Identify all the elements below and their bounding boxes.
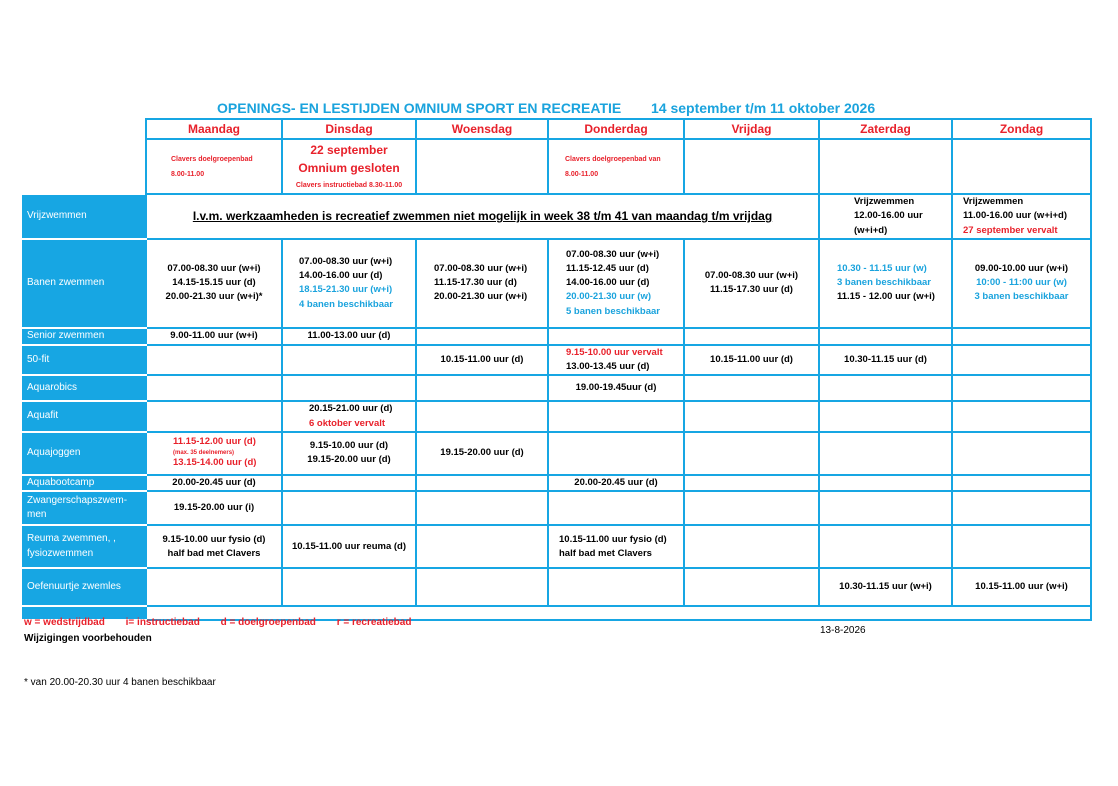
empty-cell xyxy=(819,401,952,432)
day-header-friday: Vrijdag xyxy=(684,119,819,139)
empty-cell xyxy=(282,568,416,606)
disclaimer: Wijzigingen voorbehouden xyxy=(24,633,152,644)
time-slot: 19.15-20.00 uur (d) xyxy=(307,454,391,466)
row-vrijzwemmen xyxy=(23,194,1091,239)
oefen-saturday: 10.30-11.15 uur (w+i) xyxy=(819,568,952,606)
row-50-fit xyxy=(23,345,1091,376)
empty-cell xyxy=(952,432,1091,475)
note-text: Clavers doelgroepenbad van xyxy=(565,156,661,164)
pool-note: half bad met Clavers xyxy=(167,547,261,559)
time-slot: 11.15 - 12.00 uur (w+i) xyxy=(837,291,935,303)
empty-cell xyxy=(684,568,819,606)
banen-thursday xyxy=(548,239,684,328)
vrijzwemmen-notice xyxy=(146,194,819,239)
row-banen-zwemmen xyxy=(23,239,1091,328)
time-slot: Vrijzwemmen xyxy=(963,196,1024,207)
empty-cell xyxy=(416,401,548,432)
activity-label: Reuma zwemmen, , fysiozwemmen xyxy=(23,525,146,568)
empty-cell xyxy=(548,401,684,432)
day-header-tuesday: Dinsdag xyxy=(282,119,416,139)
oefen-sunday: 10.15-11.00 uur (w+i) xyxy=(952,568,1091,606)
aquabootcamp-thursday: 20.00-20.45 uur (d) xyxy=(548,475,684,492)
row-aquabootcamp xyxy=(23,475,1091,492)
page-title-bar xyxy=(0,100,1118,118)
cancelled-slot: 9.15-10.00 uur vervalt xyxy=(566,346,663,358)
empty-cell xyxy=(952,375,1091,401)
time-slot: 11.15-17.30 uur (d) xyxy=(434,277,517,289)
banen-friday xyxy=(684,239,819,328)
time-slot: 07.00-08.30 uur (w+i) xyxy=(434,262,528,274)
empty-cell xyxy=(952,491,1091,525)
time-slot: 10:00 - 11:00 uur (w) xyxy=(976,277,1067,289)
legend-d: d = doelgroepenbad xyxy=(220,617,316,628)
capacity-note: (max. 35 deelnemers) xyxy=(173,450,235,457)
day-header-saturday: Zaterdag xyxy=(819,119,952,139)
time-slot: 09.00-10.00 uur (w+i) xyxy=(974,262,1069,274)
time-slot: 10.15-11.00 uur fysio (d) xyxy=(559,533,667,545)
time-slot: 18.15-21.30 uur (w+i) xyxy=(299,284,393,296)
time-slot: 12.00-16.00 uur xyxy=(854,210,923,222)
zwangerschap-monday: 19.15-20.00 uur (i) xyxy=(146,491,282,525)
closed-date: 22 september xyxy=(310,143,388,158)
empty-cell xyxy=(548,568,684,606)
aquafit-tuesday xyxy=(282,401,416,432)
empty-cell xyxy=(952,401,1091,432)
footnote: * van 20.00-20.30 uur 4 banen beschikbaar xyxy=(24,677,216,688)
time-slot: 14.00-16.00 uur (d) xyxy=(566,277,650,289)
pool-note: half bad met Clavers xyxy=(559,547,652,559)
row-zwangerschapszwemmen xyxy=(23,491,1091,525)
lanes-note: 5 banen beschikbaar xyxy=(566,305,660,317)
time-slot: 14.00-16.00 uur (d) xyxy=(299,270,383,281)
empty-cell xyxy=(952,328,1091,345)
row-senior-zwemmen xyxy=(23,328,1091,345)
empty-cell xyxy=(819,375,952,401)
senior-tuesday: 11.00-13.00 uur (d) xyxy=(282,328,416,345)
activity-label: Aquabootcamp xyxy=(23,475,146,492)
note-thursday xyxy=(548,139,684,194)
time-slot: 20.15-21.00 uur (d) xyxy=(309,403,393,415)
empty-cell xyxy=(684,475,819,492)
notes-row xyxy=(23,139,1091,194)
row-aquafit xyxy=(23,401,1091,432)
activity-label: Aquafit xyxy=(23,401,146,432)
empty-cell xyxy=(684,401,819,432)
note-saturday xyxy=(819,139,952,194)
empty-cell xyxy=(548,328,684,345)
empty-cell xyxy=(819,475,952,492)
time-slot: 13.00-13.45 uur (d) xyxy=(566,361,650,372)
time-slot: 9.15-10.00 uur (d) xyxy=(309,440,389,451)
day-header-monday: Maandag xyxy=(146,119,282,139)
empty-cell xyxy=(684,375,819,401)
empty-cell xyxy=(819,432,952,475)
time-slot: 11.15-12.45 uur (d) xyxy=(566,262,649,274)
time-slot: 11.00-16.00 uur (w+i+d) xyxy=(963,210,1068,222)
note-text: 8.00-11.00 xyxy=(565,170,599,178)
empty-cell xyxy=(684,491,819,525)
activity-label: Zwangerschapszwem-men xyxy=(23,491,146,525)
row-aquarobics xyxy=(23,375,1091,401)
banen-tuesday xyxy=(282,239,416,328)
banen-saturday xyxy=(819,239,952,328)
reuma-monday xyxy=(146,525,282,568)
empty-cell xyxy=(548,432,684,475)
vrijzwemmen-sunday xyxy=(952,194,1091,239)
note-text: Clavers instructiebad 8.30-11.00 xyxy=(295,181,403,189)
empty-cell xyxy=(146,375,282,401)
time-slot: Vrijzwemmen xyxy=(854,196,915,207)
empty-cell xyxy=(416,491,548,525)
row-oefenuurtje-zwemles xyxy=(23,568,1091,606)
empty-cell xyxy=(416,375,548,401)
notes-label-cell xyxy=(23,139,146,194)
empty-cell xyxy=(146,401,282,432)
reuma-thursday xyxy=(548,525,684,568)
empty-cell xyxy=(282,375,416,401)
empty-cell xyxy=(282,475,416,492)
empty-cell xyxy=(548,491,684,525)
empty-cell xyxy=(952,345,1091,376)
time-slot: 11.15-17.30 uur (d) xyxy=(710,284,793,296)
schedule-table xyxy=(22,118,1092,621)
time-slot: 07.00-08.30 uur (w+i) xyxy=(299,255,393,267)
empty-cell xyxy=(282,345,416,376)
time-slot: 13.15-14.00 uur (d) xyxy=(173,457,257,469)
time-slot: 14.15-15.15 uur (d) xyxy=(172,277,256,289)
period-title: 14 september t/m 11 oktober 2026 xyxy=(651,100,876,116)
vrijzwemmen-saturday xyxy=(819,194,952,239)
activity-label: Vrijzwemmen xyxy=(23,194,146,239)
activity-label: Senior zwemmen xyxy=(23,328,146,345)
activity-label: Oefenuurtje zwemles xyxy=(23,568,146,606)
time-slot: 10.30 - 11.15 uur (w) xyxy=(837,262,927,274)
banen-monday xyxy=(146,239,282,328)
banen-wednesday xyxy=(416,239,548,328)
empty-cell xyxy=(282,491,416,525)
empty-cell xyxy=(819,328,952,345)
reuma-tuesday: 10.15-11.00 uur reuma (d) xyxy=(282,525,416,568)
day-header-row xyxy=(23,119,1091,139)
lanes-note: 3 banen beschikbaar xyxy=(837,277,931,289)
legend xyxy=(24,617,429,628)
banen-sunday xyxy=(952,239,1091,328)
empty-cell xyxy=(684,432,819,475)
legend-i: i= instructiebad xyxy=(125,617,200,628)
cancelled-note: 27 september vervalt xyxy=(963,224,1058,236)
empty-cell xyxy=(146,568,282,606)
aquarobics-thursday: 19.00-19.45uur (d) xyxy=(548,375,684,401)
day-header-thursday: Donderdag xyxy=(548,119,684,139)
closed-text: Omnium gesloten xyxy=(298,161,400,176)
cancelled-note: 6 oktober vervalt xyxy=(309,417,386,429)
empty-cell xyxy=(952,525,1091,568)
empty-cell xyxy=(416,525,548,568)
note-friday xyxy=(684,139,819,194)
time-slot: 20.00-21.30 uur (w+i) xyxy=(434,291,528,303)
time-slot: 11.15-12.00 uur (d) xyxy=(173,436,256,448)
row-reuma-zwemmen xyxy=(23,525,1091,568)
note-wednesday xyxy=(416,139,548,194)
empty-cell xyxy=(684,328,819,345)
empty-cell xyxy=(146,345,282,376)
empty-cell xyxy=(416,475,548,492)
note-text: Clavers doelgroepenbad xyxy=(171,156,253,164)
notice-text: I.v.m. werkzaamheden is recreatief zwemmen niet mogelijk in week 38 t/m 41 van maandag t/m vrijdag xyxy=(192,209,773,224)
empty-cell xyxy=(952,475,1091,492)
legend-w: w = wedstrijdbad xyxy=(24,617,105,628)
activity-label: 50-fit xyxy=(23,345,146,376)
activity-label: Aquarobics xyxy=(23,375,146,401)
time-slot: 20.00-21.30 uur (w) xyxy=(566,291,652,303)
time-slot: 20.00-21.30 uur (w+i)* xyxy=(165,291,263,303)
fit50-thursday xyxy=(548,345,684,376)
day-header-sunday: Zondag xyxy=(952,119,1091,139)
time-slot: (w+i+d) xyxy=(854,224,888,236)
empty-cell xyxy=(416,328,548,345)
fit50-saturday: 10.30-11.15 uur (d) xyxy=(819,345,952,376)
fit50-friday: 10.15-11.00 uur (d) xyxy=(684,345,819,376)
empty-cell xyxy=(684,525,819,568)
corner-cell xyxy=(23,119,146,139)
note-tuesday xyxy=(282,139,416,194)
time-slot: 07.00-08.30 uur (w+i) xyxy=(704,270,799,281)
legend-r: r = recreatiebad xyxy=(336,617,412,628)
print-date: 13-8-2026 xyxy=(820,625,866,636)
aquabootcamp-monday: 20.00-20.45 uur (d) xyxy=(146,475,282,492)
lanes-note: 4 banen beschikbaar xyxy=(299,298,393,310)
fit50-wednesday: 10.15-11.00 uur (d) xyxy=(416,345,548,376)
aquajoggen-wednesday: 19.15-20.00 uur (d) xyxy=(416,432,548,475)
day-header-wednesday: Woensdag xyxy=(416,119,548,139)
empty-cell xyxy=(819,525,952,568)
empty-cell xyxy=(819,491,952,525)
row-aquajoggen xyxy=(23,432,1091,475)
activity-label: Banen zwemmen xyxy=(23,239,146,328)
note-monday xyxy=(146,139,282,194)
lanes-note: 3 banen beschikbaar xyxy=(974,291,1069,303)
activity-label: Aquajoggen xyxy=(23,432,146,475)
empty-cell xyxy=(416,568,548,606)
senior-monday: 9.00-11.00 uur (w+i) xyxy=(146,328,282,345)
note-sunday xyxy=(952,139,1091,194)
aquajoggen-tuesday xyxy=(282,432,416,475)
time-slot: 07.00-08.30 uur (w+i) xyxy=(566,248,660,260)
note-text: 8.00-11.00 xyxy=(171,170,205,178)
aquajoggen-monday xyxy=(146,432,282,475)
page-title: OPENINGS- EN LESTIJDEN OMNIUM SPORT EN RECREATIE xyxy=(217,100,622,116)
time-slot: 07.00-08.30 uur (w+i) xyxy=(167,262,261,274)
time-slot: 9.15-10.00 uur fysio (d) xyxy=(162,533,266,545)
